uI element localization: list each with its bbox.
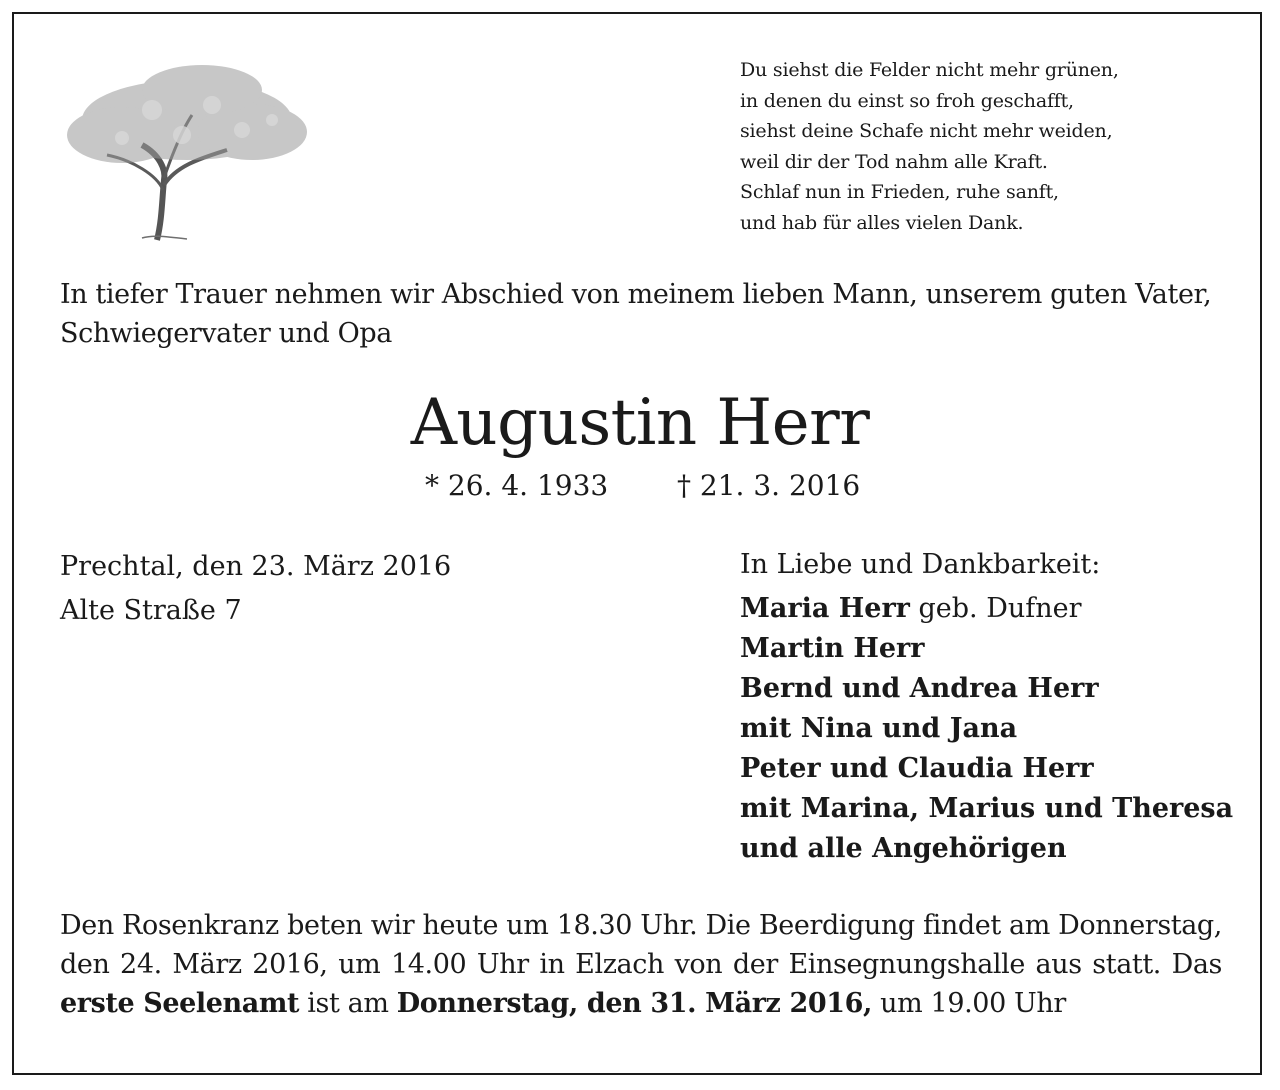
place-date: Prechtal, den 23. März 2016 xyxy=(60,551,452,582)
poem xyxy=(740,55,1119,238)
funeral-text: Den Rosenkranz beten wir heute um 18.30 Uhr. Die Beerdigung findet am Donnerstag, den 24. März 2016, um 14.00 Uhr in Elzach von der Einsegnungshalle aus statt. Das xyxy=(60,910,1222,980)
mourner-line: Martin Herr xyxy=(740,633,925,664)
mourners-lead: In Liebe und Dankbarkeit: xyxy=(740,549,1101,580)
poem-line: siehst deine Schafe nicht mehr weiden, xyxy=(740,120,1113,142)
mourner-line xyxy=(740,589,1233,629)
mourner-line: und alle Angehörigen xyxy=(740,833,1067,864)
funeral-text: ist am xyxy=(299,988,397,1019)
poem-line: und hab für alles vielen Dank. xyxy=(740,211,1024,234)
address: Alte Straße 7 xyxy=(60,595,242,626)
death-date: † 21. 3. 2016 xyxy=(677,469,861,502)
funeral-text: um 19.00 Uhr xyxy=(872,988,1066,1019)
poem-line: in denen du einst so froh geschafft, xyxy=(740,89,1074,112)
funeral-bold: erste Seelenamt xyxy=(60,988,300,1019)
intro-text: In tiefer Trauer nehmen wir Abschied von meinem lieben Mann, unserem guten Vater, Schwiegervater und Opa xyxy=(60,279,1212,349)
mourner-line: Peter und Claudia Herr xyxy=(740,753,1094,784)
poem-line: Du siehst die Felder nicht mehr grünen, xyxy=(740,59,1119,81)
birth-date: * 26. 4. 1933 xyxy=(425,469,609,502)
tree-illustration xyxy=(62,60,312,242)
mourner-name: Maria Herr xyxy=(740,593,910,624)
deceased-name: Augustin Herr xyxy=(410,386,870,460)
mourner-suffix: geb. Dufner xyxy=(909,593,1082,624)
funeral-info xyxy=(60,906,1222,1023)
poem-line: weil dir der Tod nahm alle Kraft. xyxy=(740,150,1048,173)
funeral-bold: Donnerstag, den 31. März 2016, xyxy=(396,988,872,1019)
mourner-line: mit Marina, Marius und Theresa xyxy=(740,793,1234,824)
mourner-line: mit Nina und Jana xyxy=(740,713,1018,744)
place-block xyxy=(60,545,451,633)
mourner-line: Bernd und Andrea Herr xyxy=(740,673,1099,704)
poem-line: Schlaf nun in Frieden, ruhe sanft, xyxy=(740,181,1059,203)
mourners-block xyxy=(740,545,1233,869)
